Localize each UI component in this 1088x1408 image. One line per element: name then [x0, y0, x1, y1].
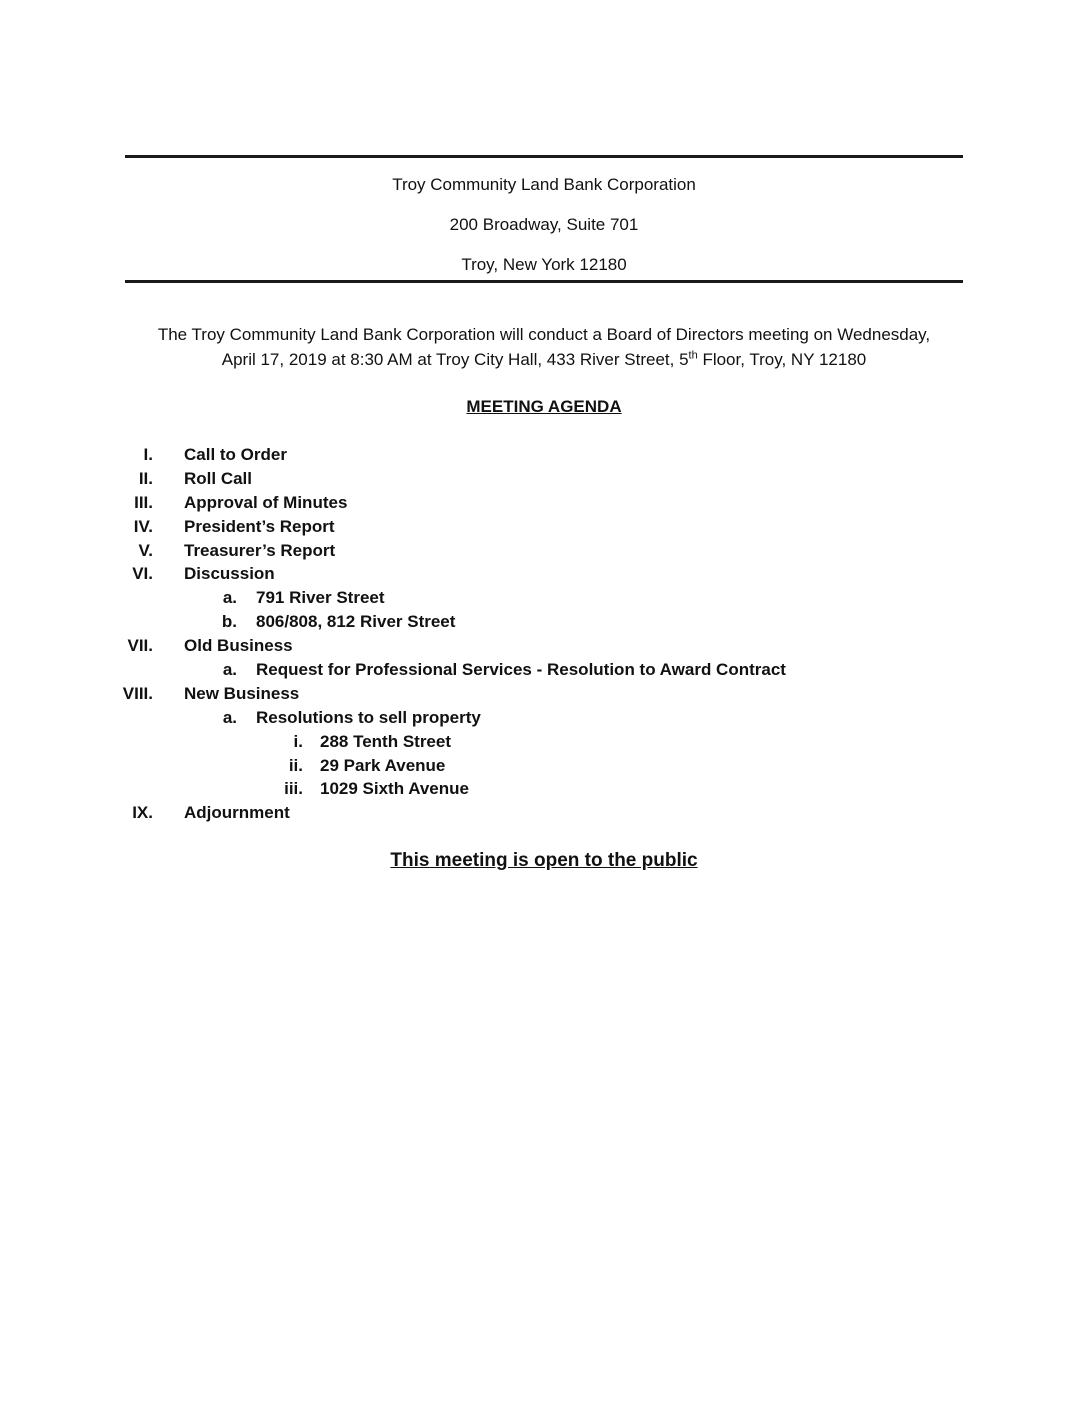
meeting-notice-line-1: The Troy Community Land Bank Corporation will conduct a Board of Directors meeting on Wednesday,	[157, 325, 931, 344]
agenda-item	[0, 777, 1088, 801]
agenda-item	[0, 730, 1088, 754]
agenda-item	[0, 467, 1088, 491]
org-address: 200 Broadway, Suite 701	[449, 215, 639, 234]
agenda-item	[0, 562, 1088, 586]
agenda-item	[0, 515, 1088, 539]
agenda-item	[0, 801, 1088, 825]
agenda-item-text: Adjournment	[184, 803, 290, 823]
agenda-title: MEETING AGENDA	[466, 397, 622, 416]
agenda-item-text: Resolutions to sell property	[256, 707, 481, 727]
agenda-item	[0, 610, 1088, 634]
agenda-item	[0, 658, 1088, 682]
agenda-item-number: VI.	[132, 564, 153, 584]
agenda-item-text: Approval of Minutes	[184, 492, 348, 512]
agenda-item	[0, 539, 1088, 563]
agenda-item-number: b.	[221, 612, 237, 632]
agenda-item-text: New Business	[184, 683, 300, 703]
org-name: Troy Community Land Bank Corporation	[392, 175, 696, 194]
meeting-notice-line-2-start: April 17, 2019 at 8:30 AM at Troy City Hall, 433 River Street, 5	[221, 350, 689, 369]
agenda-item-number: iii.	[284, 779, 303, 799]
agenda-item	[0, 634, 1088, 658]
agenda-item-text: President’s Report	[184, 516, 335, 536]
agenda-item-number: II.	[138, 468, 153, 488]
agenda-item-number: i.	[293, 731, 303, 751]
agenda-item-text: Discussion	[184, 564, 275, 584]
agenda-item	[0, 754, 1088, 778]
agenda-item-text: Roll Call	[184, 468, 253, 488]
agenda-item-number: a.	[222, 660, 237, 680]
agenda-item-text: 1029 Sixth Avenue	[320, 779, 469, 799]
agenda-item-number: VII.	[127, 636, 153, 656]
agenda-item-number: IV.	[133, 516, 153, 536]
agenda-item-text: Call to Order	[184, 445, 287, 464]
header-top-rule	[125, 155, 963, 158]
agenda-item-text: Treasurer’s Report	[184, 540, 336, 560]
agenda-item	[0, 443, 1088, 467]
agenda-item	[0, 706, 1088, 730]
agenda-list	[0, 443, 1088, 825]
agenda-item-text: 29 Park Avenue	[320, 755, 446, 775]
org-city: Troy, New York 12180	[461, 255, 627, 274]
agenda-item	[0, 682, 1088, 706]
agenda-item-number: I.	[143, 445, 153, 464]
agenda-item-number: a.	[222, 588, 237, 608]
ordinal-suffix: th	[688, 349, 698, 362]
agenda-item-number: V.	[138, 540, 153, 560]
agenda-item-text: 791 River Street	[256, 588, 385, 608]
header-bottom-rule	[125, 280, 963, 283]
meeting-notice	[100, 322, 988, 372]
agenda-item-text: Request for Professional Services - Resolution to Award Contract	[256, 660, 786, 680]
meeting-notice-line-2	[100, 347, 988, 372]
public-notice: This meeting is open to the public	[390, 850, 698, 871]
agenda-item-number: VIII.	[122, 683, 153, 703]
agenda-item-number: III.	[134, 492, 153, 512]
agenda-item	[0, 586, 1088, 610]
agenda-item-text: 806/808, 812 River Street	[256, 612, 456, 632]
agenda-item-text: 288 Tenth Street	[320, 731, 452, 751]
agenda-item-number: a.	[222, 707, 237, 727]
agenda-item	[0, 491, 1088, 515]
agenda-item-number: ii.	[288, 755, 303, 775]
agenda-item-text: Old Business	[184, 636, 293, 656]
agenda-item-number: IX.	[132, 803, 153, 823]
meeting-notice-line-2-end: Floor, Troy, NY 12180	[697, 350, 867, 369]
